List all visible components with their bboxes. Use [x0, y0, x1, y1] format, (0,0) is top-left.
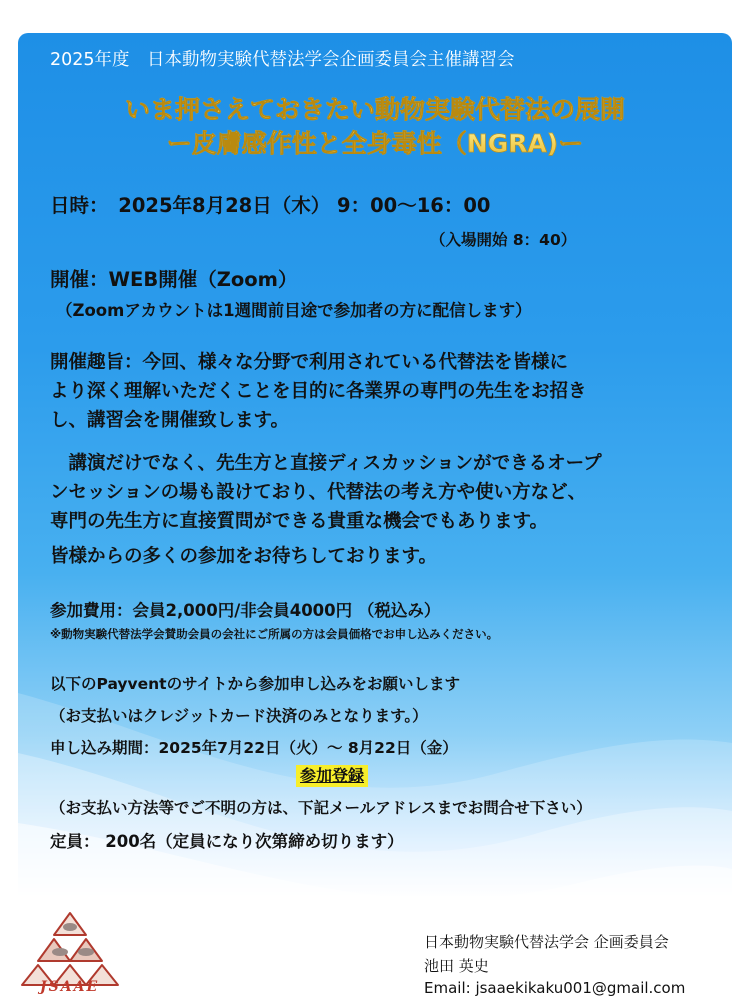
event-title-line2: ー皮膚感作性と全身毒性（NGRA)ー — [0, 124, 750, 160]
purpose-line-7: 皆様からの多くの参加をお待ちしております。 — [50, 546, 438, 567]
purpose-line-3: し、講習会を開催致します。 — [50, 410, 290, 431]
venue-note: （Zoomアカウントは1週間前目途で参加者の方に配信します） — [56, 301, 532, 320]
apply-instruction: 以下のPayventのサイトから参加申し込みをお願いします — [50, 675, 461, 693]
payment-note: （お支払いはクレジットカード決済のみとなります。） — [50, 707, 428, 725]
registration-link[interactable]: 参加登録 — [296, 765, 368, 787]
purpose-line-2: より深く理解いただくことを目的に各業界の専門の先生をお招き — [50, 381, 587, 402]
purpose-line-1: 開催趣旨：今回、様々な分野で利用されている代替法を皆様に — [50, 352, 569, 373]
contact-person: 池田 英史 — [424, 957, 489, 975]
event-datetime: 日時： 2025年8月28日（木） 9：00～16：00 — [50, 194, 491, 217]
organizer-name: 日本動物実験代替法学会 企画委員会 — [424, 933, 669, 951]
purpose-line-4: 講演だけでなく、先生方と直接ディスカッションができるオープ — [50, 453, 602, 474]
purpose-line-5: ンセッションの場も設けており、代替法の考え方や使い方など、 — [50, 482, 587, 503]
purpose-line-6: 専門の先生方に直接質問ができる貴重な機会でもあります。 — [50, 511, 549, 532]
fee-note: ※動物実験代替法学会賛助会員の会社にご所属の方は会員価格でお申し込みください。 — [50, 627, 499, 641]
application-period: 申し込み期間：2025年7月22日（火）～ 8月22日（金） — [50, 739, 458, 757]
event-title-line1: いま押さえておきたい動物実験代替法の展開 — [0, 90, 750, 126]
venue: 開催：WEB開催（Zoom） — [50, 268, 298, 291]
contact-email[interactable]: Email: jsaaekikaku001@gmail.com — [424, 979, 686, 997]
logo-text: JSAAE — [40, 979, 100, 995]
event-header: 2025年度 日本動物実験代替法学会企画委員会主催講習会 — [50, 50, 515, 70]
contact-note: （お支払い方法等でご不明の方は、下記メールアドレスまでお問合せ下さい） — [50, 799, 592, 817]
capacity: 定員： 200名（定員になり次第締め切ります） — [50, 832, 404, 851]
entry-open-time: （入場開始 8：40） — [430, 231, 577, 249]
participation-fee: 参加費用：会員2,000円/非会員4000円 （税込み） — [50, 601, 441, 620]
